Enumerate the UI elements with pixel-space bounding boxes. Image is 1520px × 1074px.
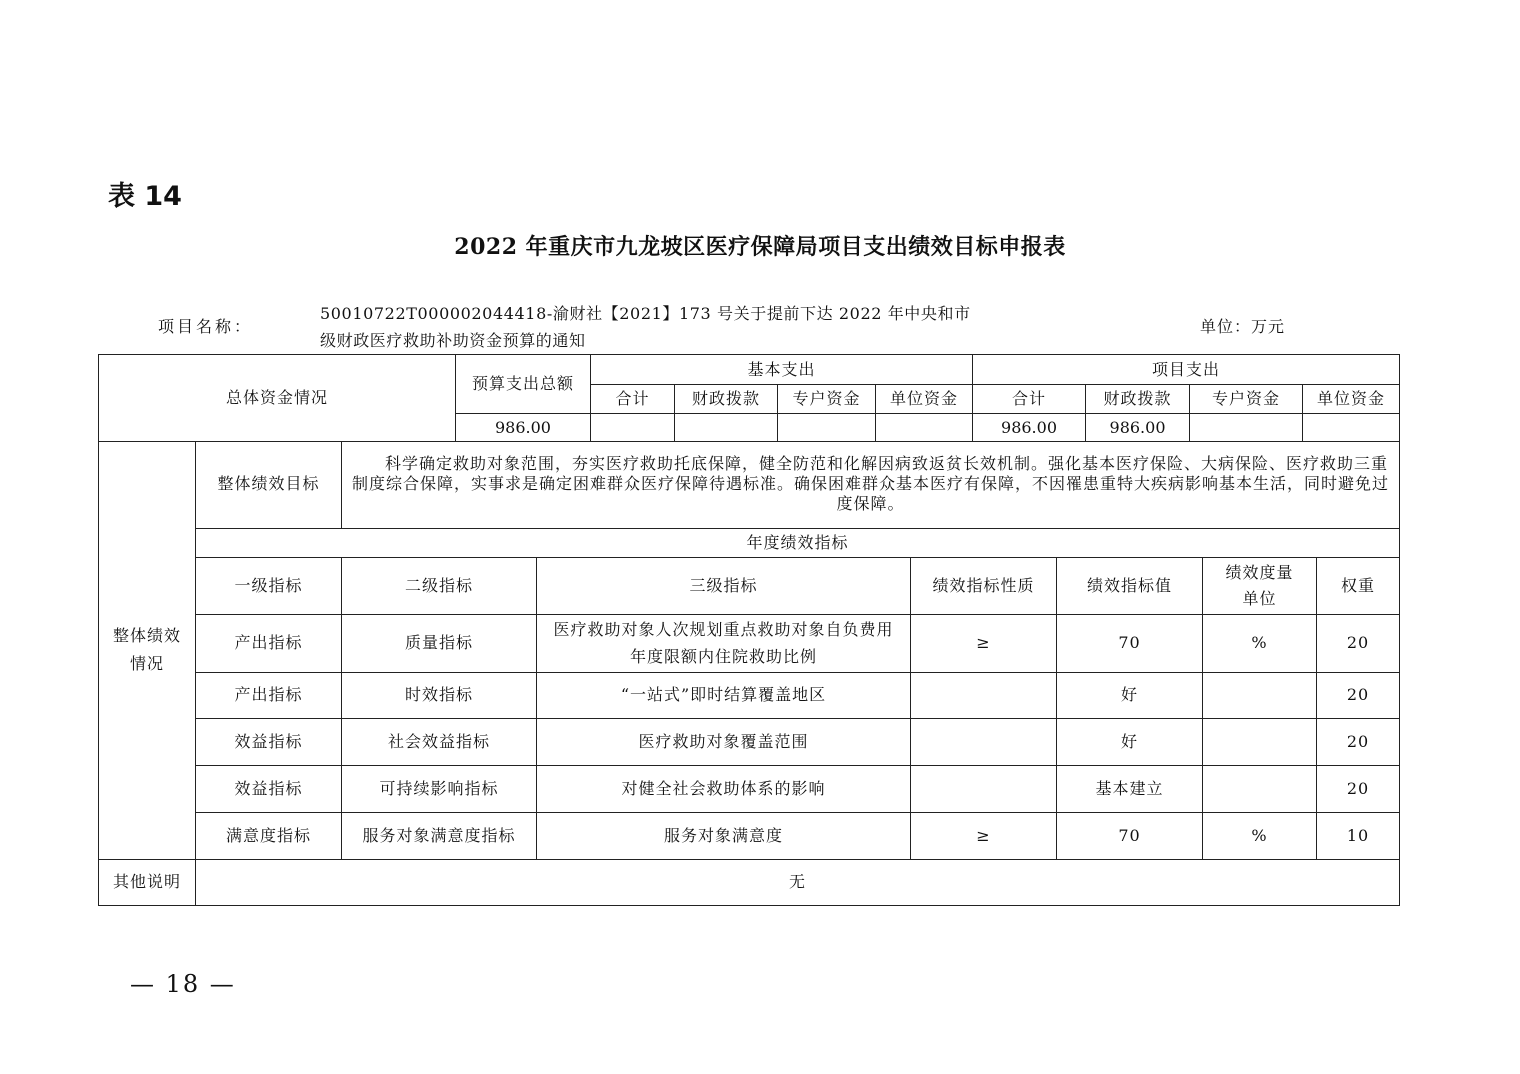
other-notes-value: 无 <box>196 859 1400 905</box>
level2-cell: 时效指标 <box>342 672 537 718</box>
project-name-label: 项目名称： <box>158 317 254 336</box>
project-fiscal-value: 986.00 <box>1086 414 1190 442</box>
level3-cell: “一站式”即时结算覆盖地区 <box>537 672 911 718</box>
level3-cell: 医疗救助对象人次规划重点救助对象自负费用年度限额内住院救助比例 <box>537 614 911 672</box>
budget-total-header: 预算支出总额 <box>456 355 591 414</box>
table-number-label: 表 14 <box>108 181 182 212</box>
nature-cell <box>911 672 1057 718</box>
basic-subheader: 合计 <box>591 385 675 414</box>
weight-cell: 20 <box>1317 765 1400 812</box>
weight-cell: 20 <box>1317 614 1400 672</box>
funds-row-label: 总体资金情况 <box>99 355 456 442</box>
value-cell: 70 <box>1057 812 1203 859</box>
project-value-cell <box>1190 414 1303 442</box>
basic-value-cell <box>591 414 675 442</box>
level3-cell: 对健全社会救助体系的影响 <box>537 765 911 812</box>
unit-cell <box>1203 672 1317 718</box>
performance-section-label: 整体绩效情况 <box>99 441 196 859</box>
project-subheader: 合计 <box>973 385 1086 414</box>
level1-cell: 产出指标 <box>196 614 342 672</box>
level1-cell: 产出指标 <box>196 672 342 718</box>
column-header: 绩效度量单位 <box>1203 557 1317 614</box>
overall-goal-text: 科学确定救助对象范围，夯实医疗救助托底保障，健全防范和化解因病致返贫长效机制。强化基本医疗保险、大病保险、医疗救助三重制度综合保障，实事求是确定困难群众医疗保障待遇标准。确保困难群众基本医疗有保障，不因罹患重特大疾病影响基本生活，同时避免过度保障。 <box>342 441 1400 528</box>
value-cell: 好 <box>1057 672 1203 718</box>
project-subheader: 单位资金 <box>1303 385 1400 414</box>
basic-value-cell <box>778 414 876 442</box>
basic-expense-header: 基本支出 <box>591 355 973 385</box>
level2-cell: 可持续影响指标 <box>342 765 537 812</box>
funds-table <box>98 354 1400 442</box>
level1-cell: 效益指标 <box>196 718 342 765</box>
basic-value-cell <box>876 414 973 442</box>
level1-cell: 效益指标 <box>196 765 342 812</box>
table-row <box>99 718 1400 765</box>
nature-cell <box>911 765 1057 812</box>
basic-subheader: 财政拨款 <box>675 385 778 414</box>
value-cell: 70 <box>1057 614 1203 672</box>
performance-table <box>98 441 1400 906</box>
weight-cell: 10 <box>1317 812 1400 859</box>
column-header: 一级指标 <box>196 557 342 614</box>
level3-cell: 医疗救助对象覆盖范围 <box>537 718 911 765</box>
project-name-value: 50010722T000002044418-渝财社【2021】173 号关于提前下达 2022 年中央和市级财政医疗救助补助资金预算的通知 <box>320 304 971 350</box>
annual-indicators-header: 年度绩效指标 <box>196 528 1400 557</box>
budget-total-value: 986.00 <box>456 414 591 442</box>
weight-cell: 20 <box>1317 718 1400 765</box>
level2-cell: 服务对象满意度指标 <box>342 812 537 859</box>
project-expense-header: 项目支出 <box>973 355 1400 385</box>
project-subheader: 财政拨款 <box>1086 385 1190 414</box>
project-value-cell <box>1303 414 1400 442</box>
page-number: — 18 — <box>130 970 236 998</box>
unit-cell: % <box>1203 614 1317 672</box>
basic-subheader: 单位资金 <box>876 385 973 414</box>
table-row <box>99 672 1400 718</box>
unit-label: 单位：万元 <box>1200 317 1286 336</box>
value-cell: 好 <box>1057 718 1203 765</box>
column-header: 二级指标 <box>342 557 537 614</box>
nature-cell <box>911 718 1057 765</box>
overall-goal-label: 整体绩效目标 <box>196 441 342 528</box>
table-row <box>99 765 1400 812</box>
column-header: 权重 <box>1317 557 1400 614</box>
nature-cell: ≥ <box>911 812 1057 859</box>
value-cell: 基本建立 <box>1057 765 1203 812</box>
unit-cell <box>1203 718 1317 765</box>
other-notes-label: 其他说明 <box>99 859 196 905</box>
basic-subheader: 专户资金 <box>778 385 876 414</box>
unit-cell: % <box>1203 812 1317 859</box>
weight-cell: 20 <box>1317 672 1400 718</box>
level3-cell: 服务对象满意度 <box>537 812 911 859</box>
unit-cell <box>1203 765 1317 812</box>
level2-cell: 质量指标 <box>342 614 537 672</box>
level1-cell: 满意度指标 <box>196 812 342 859</box>
project-total-value: 986.00 <box>973 414 1086 442</box>
basic-value-cell <box>675 414 778 442</box>
column-header: 绩效指标性质 <box>911 557 1057 614</box>
column-header: 绩效指标值 <box>1057 557 1203 614</box>
document-title: 2022 年重庆市九龙坡区医疗保障局项目支出绩效目标申报表 <box>454 234 1066 260</box>
level2-cell: 社会效益指标 <box>342 718 537 765</box>
project-subheader: 专户资金 <box>1190 385 1303 414</box>
table-row <box>99 614 1400 672</box>
table-row <box>99 812 1400 859</box>
column-header: 三级指标 <box>537 557 911 614</box>
nature-cell: ≥ <box>911 614 1057 672</box>
